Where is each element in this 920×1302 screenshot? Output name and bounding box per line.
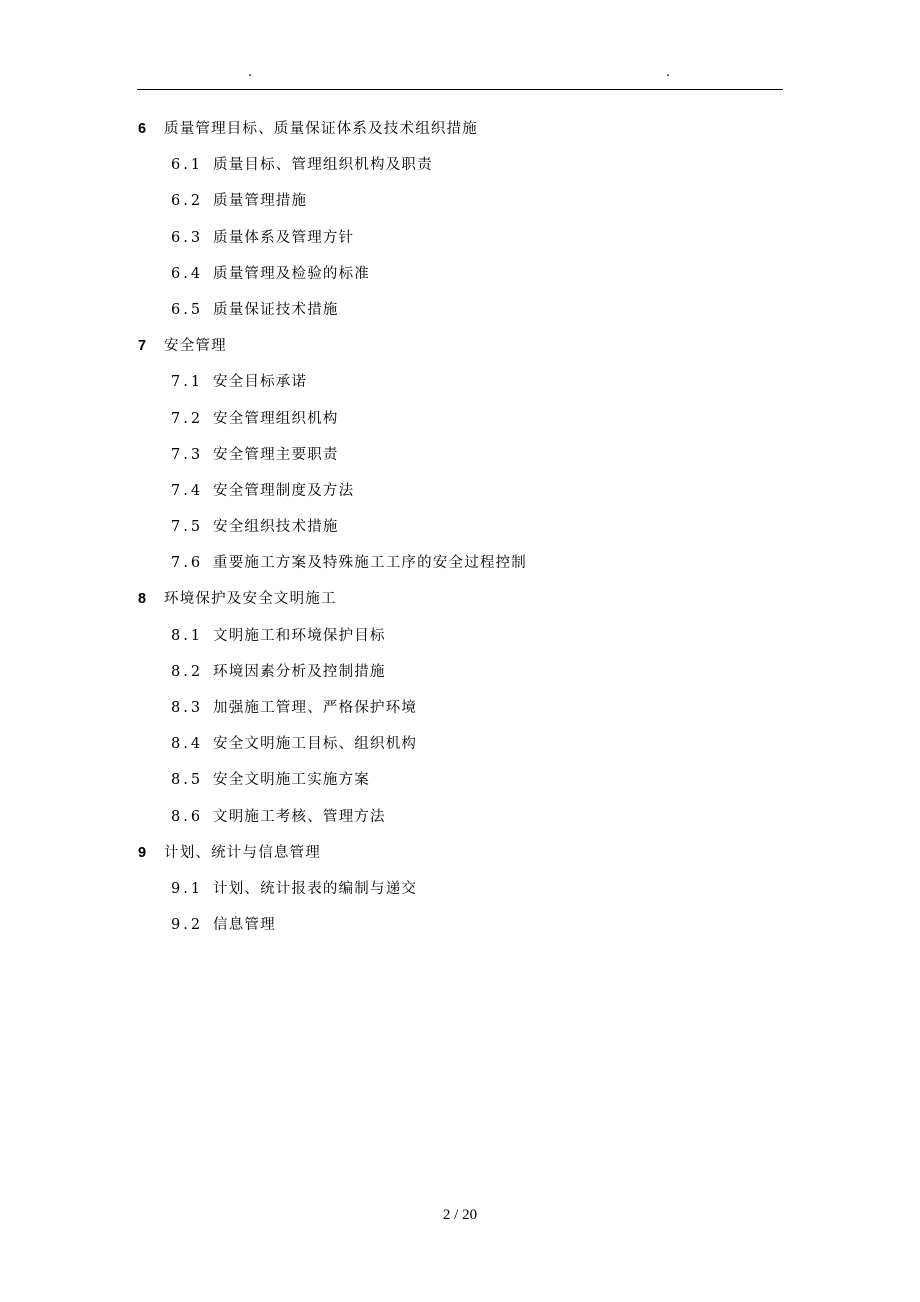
- toc-entry-title: 质量管理及检验的标准: [213, 265, 370, 282]
- toc-entry-title: 质量管理目标、质量保证体系及技术组织措施: [164, 121, 478, 137]
- toc-subsection-entry: [0, 696, 920, 732]
- toc-entry-title: 安全管理主要职责: [213, 446, 339, 463]
- toc-entry-title: 环境因素分析及控制措施: [213, 663, 386, 680]
- toc-entry-title: 安全目标承诺: [213, 374, 308, 391]
- toc-entry-title: 计划、统计与信息管理: [164, 844, 321, 861]
- toc-entry-number: 7.1: [171, 374, 204, 391]
- toc-subsection-entry: [0, 515, 920, 551]
- toc-entry-title: 文明施工考核、管理方法: [213, 808, 386, 825]
- toc-entry-number: 6.4: [171, 265, 204, 282]
- toc-entry-title: 质量目标、管理组织机构及职责: [213, 157, 433, 174]
- toc-entry-number: 7.3: [171, 446, 204, 463]
- toc-entry-number: 6.3: [171, 229, 204, 246]
- toc-entry-title: 环境保护及安全文明施工: [164, 591, 337, 608]
- toc-entry-number: 7: [138, 338, 147, 355]
- toc-entry-number: 8.3: [171, 700, 204, 716]
- toc-subsection-entry: [0, 768, 920, 804]
- toc-section-entry: [0, 841, 920, 877]
- toc-subsection-entry: [0, 624, 920, 660]
- toc-entry-number: 8.5: [171, 772, 204, 789]
- toc-entry-number: 6: [138, 121, 147, 137]
- toc-entry-number: 8.1: [171, 627, 204, 644]
- toc-entry-title: 质量管理措施: [213, 193, 308, 210]
- toc-entry-title: 安全管理组织机构: [213, 410, 339, 427]
- header-left-mark: .: [248, 65, 253, 80]
- toc-subsection-entry: [0, 226, 920, 262]
- toc-subsection-entry: [0, 262, 920, 298]
- toc-section-entry: [0, 334, 920, 370]
- header-right-mark: .: [666, 65, 671, 80]
- toc-entry-number: 8.2: [171, 663, 204, 680]
- toc-entry-title: 安全管理制度及方法: [213, 482, 355, 499]
- toc-entry-number: 9.2: [171, 917, 204, 934]
- toc-subsection-entry: [0, 298, 920, 334]
- toc-subsection-entry: [0, 805, 920, 841]
- toc-entry-number: 8: [138, 591, 147, 608]
- toc-entry-number: 8.6: [171, 808, 204, 825]
- page-number: 2 / 20: [442, 1207, 478, 1223]
- toc-entry-title: 信息管理: [213, 917, 276, 934]
- toc-entry-title: 加强施工管理、严格保护环境: [213, 700, 418, 716]
- toc-section-entry: [0, 117, 920, 153]
- toc-entry-number: 6.1: [171, 157, 204, 174]
- toc-entry-title: 安全文明施工实施方案: [213, 772, 370, 789]
- toc-entry-number: 6.2: [171, 193, 204, 210]
- toc-entry-title: 安全文明施工目标、组织机构: [213, 736, 418, 753]
- toc-entry-title: 安全管理: [164, 338, 227, 355]
- toc-entry-number: 6.5: [171, 301, 204, 318]
- toc-entry-title: 安全组织技术措施: [213, 519, 339, 536]
- toc-section-entry: [0, 587, 920, 623]
- toc-subsection-entry: [0, 732, 920, 768]
- toc-entry-number: 8.4: [171, 736, 204, 753]
- toc-entry-number: 7.2: [171, 410, 204, 427]
- table-of-contents: [0, 117, 920, 949]
- toc-entry-number: 7.4: [171, 482, 204, 499]
- toc-entry-number: 9.1: [171, 880, 204, 897]
- toc-subsection-entry: [0, 479, 920, 515]
- toc-entry-title: 质量体系及管理方针: [213, 229, 355, 246]
- toc-subsection-entry: [0, 913, 920, 949]
- toc-entry-title: 文明施工和环境保护目标: [213, 627, 386, 644]
- header-divider: [137, 89, 783, 90]
- toc-entry-number: 7.6: [171, 555, 204, 572]
- toc-entry-number: 7.5: [171, 519, 204, 536]
- toc-entry-title: 计划、统计报表的编制与递交: [213, 880, 418, 897]
- toc-entry-title: 质量保证技术措施: [213, 301, 339, 318]
- toc-subsection-entry: [0, 370, 920, 406]
- toc-subsection-entry: [0, 660, 920, 696]
- toc-subsection-entry: [0, 407, 920, 443]
- toc-subsection-entry: [0, 443, 920, 479]
- toc-subsection-entry: [0, 877, 920, 913]
- toc-entry-title: 重要施工方案及特殊施工工序的安全过程控制: [213, 555, 527, 572]
- toc-subsection-entry: [0, 189, 920, 225]
- toc-subsection-entry: [0, 153, 920, 189]
- toc-subsection-entry: [0, 551, 920, 587]
- toc-entry-number: 9: [138, 844, 147, 861]
